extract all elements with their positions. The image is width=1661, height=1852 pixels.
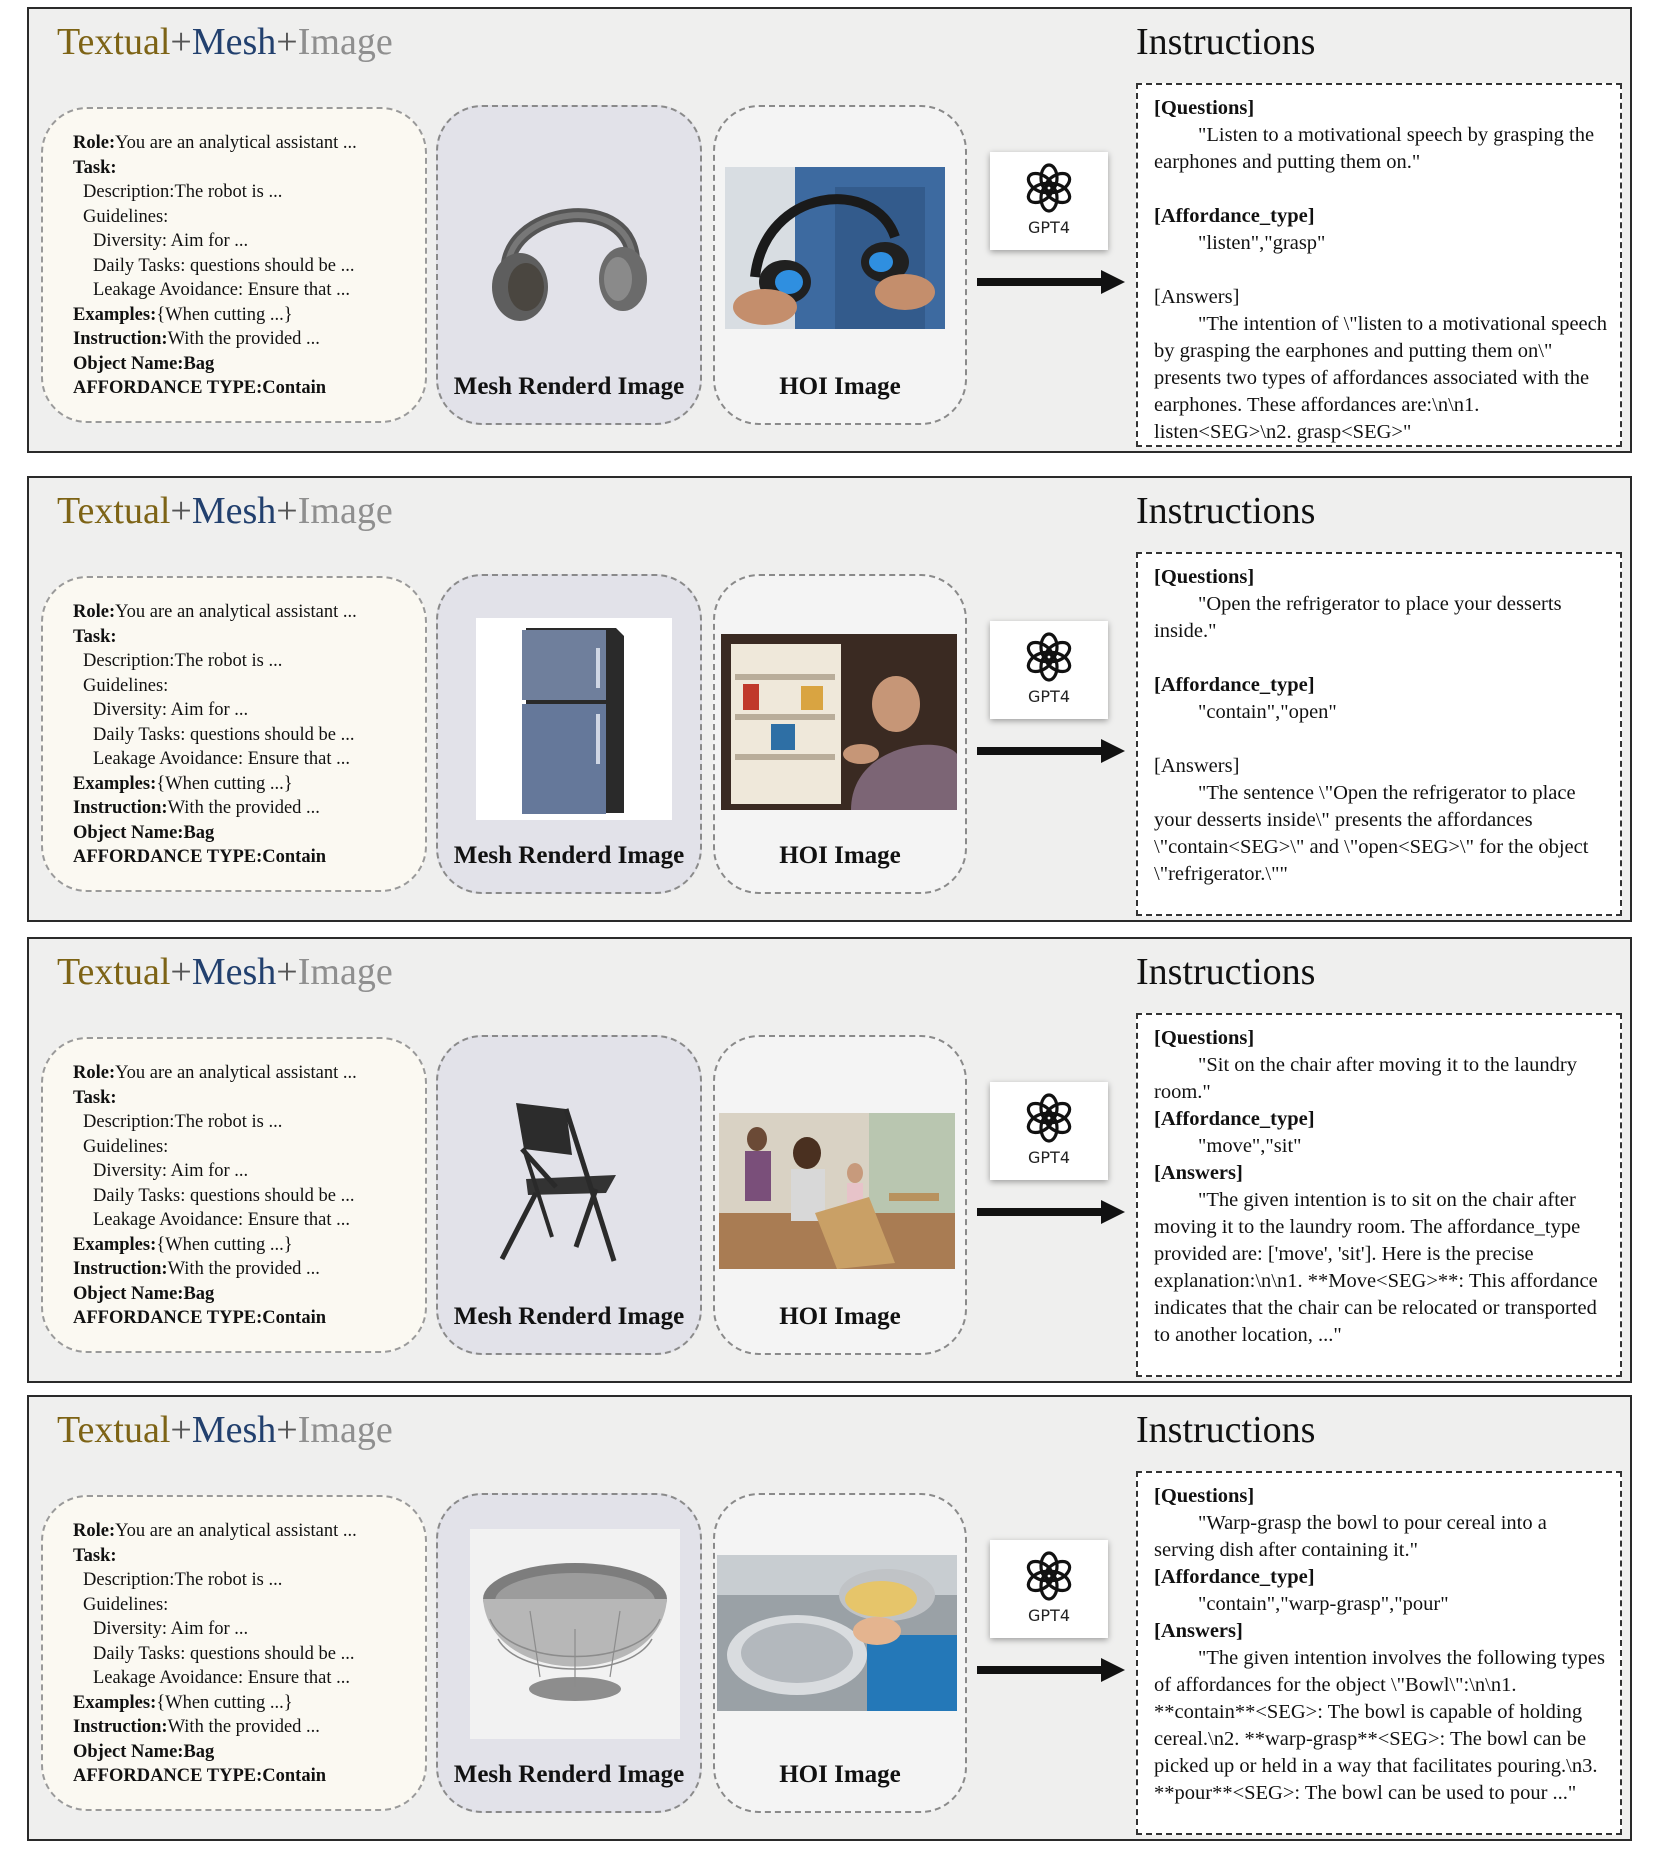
- role-label: Role:: [73, 133, 116, 153]
- task-label: Task:: [73, 157, 117, 178]
- affordance-type: AFFORDANCE TYPE:Contain: [73, 847, 327, 867]
- leakage-line: Leakage Avoidance: Ensure that ...: [93, 280, 351, 300]
- object-name: Object Name:Bag: [73, 353, 215, 374]
- hoi-image-box: [713, 105, 967, 425]
- role-label: Role:: [73, 1521, 116, 1541]
- instructions-title: Instructions: [1136, 490, 1316, 532]
- hoi-photo-headphones: [725, 167, 945, 329]
- description-line: Description:The robot is ...: [83, 651, 283, 671]
- arrow-icon: [977, 1655, 1127, 1685]
- affordance-type-text: "listen","grasp": [1198, 232, 1326, 254]
- object-name: Object Name:Bag: [73, 1283, 215, 1304]
- gpt4-badge: [990, 1082, 1108, 1180]
- object-name: Object Name:Bag: [73, 822, 215, 843]
- examples-text: {When cutting ...}: [156, 773, 293, 794]
- examples-text: {When cutting ...}: [156, 304, 293, 325]
- mesh-render-box: [436, 1035, 702, 1355]
- role-text: You are an analytical assistant ...: [115, 602, 357, 622]
- examples-label: Examples:: [73, 773, 157, 794]
- gpt4-label: GPT4: [1028, 1148, 1070, 1167]
- gpt4-badge: [990, 152, 1108, 250]
- affordance-type-label: [Affordance_type]: [1154, 1108, 1315, 1130]
- prompt-box: [41, 107, 427, 423]
- panel-3: [27, 937, 1632, 1383]
- heading-plus: +: [170, 1409, 192, 1451]
- hoi-photo-chair: [719, 1113, 955, 1269]
- task-label: Task:: [73, 1087, 117, 1108]
- questions-label: [Questions]: [1154, 1485, 1255, 1507]
- gpt4-badge: [990, 621, 1108, 719]
- panel-4: [27, 1395, 1632, 1841]
- hoi-image-label: HOI Image: [779, 842, 901, 869]
- prompt-box: [41, 1495, 427, 1811]
- daily-tasks-line: Daily Tasks: questions should be ...: [93, 255, 355, 276]
- answers-text: "The sentence \"Open the refrigerator to place your desserts inside\" presents the affordances \"contain<SEG>\" and \"open<SEG>\" for the object \"refrigerator.\"": [1154, 782, 1589, 885]
- instruction-text: With the provided ...: [167, 329, 320, 349]
- arrow-icon: [977, 1197, 1127, 1227]
- heading-mesh: Mesh: [191, 951, 277, 993]
- panel-heading: [57, 23, 393, 61]
- openai-logo-icon: [1023, 162, 1075, 214]
- task-label: Task:: [73, 1545, 117, 1566]
- questions-text: "Listen to a motivational speech by grasping the earphones and putting them on.": [1154, 124, 1595, 173]
- heading-plus: +: [276, 1409, 298, 1451]
- affordance-type-label: [Affordance_type]: [1154, 1566, 1315, 1588]
- heading-plus: +: [170, 951, 192, 993]
- leakage-line: Leakage Avoidance: Ensure that ...: [93, 1668, 351, 1688]
- instruction-output-box: [1136, 83, 1622, 447]
- mesh-render-box: [436, 105, 702, 425]
- heading-image: Image: [297, 21, 393, 63]
- answers-text: "The intention of \"listen to a motivational speech by grasping the earphones and putting them on\" presents two types of affordances associated with the earphones. These affordances are:\n\n1. listen<SEG>\n2. grasp<SEG>": [1154, 313, 1607, 443]
- hoi-photo-bowl: [717, 1555, 957, 1711]
- description-line: Description:The robot is ...: [83, 1570, 283, 1590]
- instructions-title: Instructions: [1136, 951, 1316, 993]
- affordance-type-label: [Affordance_type]: [1154, 205, 1315, 227]
- heading-plus: +: [170, 21, 192, 63]
- diversity-line: Diversity: Aim for ...: [93, 1161, 249, 1181]
- instructions-title: Instructions: [1136, 21, 1316, 63]
- mesh-render-box: [436, 1493, 702, 1813]
- prompt-box: [41, 576, 427, 892]
- heading-plus: +: [276, 21, 298, 63]
- hoi-photo-refrigerator: [721, 634, 957, 810]
- panel-2: [27, 476, 1632, 922]
- panel-heading: [57, 953, 393, 991]
- affordance-type-text: "contain","open": [1198, 701, 1337, 723]
- panel-heading: [57, 492, 393, 530]
- headphones-mesh-image: [478, 187, 658, 327]
- questions-text: "Open the refrigerator to place your desserts inside.": [1154, 593, 1562, 642]
- heading-mesh: Mesh: [191, 1409, 277, 1451]
- arrow-icon: [977, 267, 1127, 297]
- affordance-type: AFFORDANCE TYPE:Contain: [73, 1766, 327, 1786]
- heading-textual: Textual: [57, 951, 171, 993]
- leakage-line: Leakage Avoidance: Ensure that ...: [93, 749, 351, 769]
- panel-heading: [57, 1411, 393, 1449]
- hoi-image-box: [713, 1493, 967, 1813]
- daily-tasks-line: Daily Tasks: questions should be ...: [93, 724, 355, 745]
- questions-label: [Questions]: [1154, 566, 1255, 588]
- mesh-render-label: Mesh Renderd Image: [453, 1303, 685, 1330]
- examples-label: Examples:: [73, 1692, 157, 1713]
- instruction-text: With the provided ...: [167, 1259, 320, 1279]
- task-label: Task:: [73, 626, 117, 647]
- leakage-line: Leakage Avoidance: Ensure that ...: [93, 1210, 351, 1230]
- role-label: Role:: [73, 1063, 116, 1083]
- hoi-image-label: HOI Image: [779, 373, 901, 400]
- openai-logo-icon: [1023, 631, 1075, 683]
- answers-label: [Answers]: [1154, 1620, 1243, 1642]
- answers-text: "The given intention involves the following types of affordances for the object \"Bowl\":\n\n1. **contain**<SEG>: The bowl is capable of holding cereal.\n2. **warp-grasp**<SEG>: The bowl can be picked up or held in a way that facilitates pouring.\n3. **pour**<SEG>: The bowl can be used to pour ...": [1154, 1647, 1605, 1804]
- diversity-line: Diversity: Aim for ...: [93, 1619, 249, 1639]
- refrigerator-mesh-image: [476, 618, 672, 820]
- mesh-render-label: Mesh Renderd Image: [453, 1761, 685, 1788]
- instruction-output-box: [1136, 1471, 1622, 1835]
- questions-text: "Sit on the chair after moving it to the laundry room.": [1154, 1054, 1577, 1103]
- guidelines-line: Guidelines:: [83, 206, 169, 227]
- affordance-type: AFFORDANCE TYPE:Contain: [73, 1308, 327, 1328]
- instructions-title: Instructions: [1136, 1409, 1316, 1451]
- questions-text: "Warp-grasp the bowl to pour cereal into a serving dish after containing it.": [1154, 1512, 1547, 1561]
- daily-tasks-line: Daily Tasks: questions should be ...: [93, 1185, 355, 1206]
- heading-mesh: Mesh: [191, 21, 277, 63]
- instruction-text: With the provided ...: [167, 1717, 320, 1737]
- daily-tasks-line: Daily Tasks: questions should be ...: [93, 1643, 355, 1664]
- questions-label: [Questions]: [1154, 1027, 1255, 1049]
- examples-label: Examples:: [73, 304, 157, 325]
- hoi-image-label: HOI Image: [779, 1303, 901, 1330]
- mesh-render-label: Mesh Renderd Image: [453, 373, 685, 400]
- instruction-label: Instruction:: [73, 329, 168, 349]
- openai-logo-icon: [1023, 1550, 1075, 1602]
- role-label: Role:: [73, 602, 116, 622]
- mesh-render-label: Mesh Renderd Image: [453, 842, 685, 869]
- instruction-text: With the provided ...: [167, 798, 320, 818]
- gpt4-label: GPT4: [1028, 687, 1070, 706]
- answers-label: [Answers]: [1154, 755, 1240, 777]
- heading-textual: Textual: [57, 490, 171, 532]
- diversity-line: Diversity: Aim for ...: [93, 700, 249, 720]
- heading-mesh: Mesh: [191, 490, 277, 532]
- gpt4-label: GPT4: [1028, 1606, 1070, 1625]
- instruction-label: Instruction:: [73, 1259, 168, 1279]
- panel-1: [27, 7, 1632, 453]
- answers-label: [Answers]: [1154, 286, 1240, 308]
- examples-label: Examples:: [73, 1234, 157, 1255]
- heading-textual: Textual: [57, 1409, 171, 1451]
- mesh-render-box: [436, 574, 702, 894]
- diversity-line: Diversity: Aim for ...: [93, 231, 249, 251]
- instruction-label: Instruction:: [73, 1717, 168, 1737]
- object-name: Object Name:Bag: [73, 1741, 215, 1762]
- prompt-box: [41, 1037, 427, 1353]
- arrow-icon: [977, 736, 1127, 766]
- guidelines-line: Guidelines:: [83, 1594, 169, 1615]
- chair-mesh-image: [496, 1097, 646, 1265]
- description-line: Description:The robot is ...: [83, 182, 283, 202]
- role-text: You are an analytical assistant ...: [115, 133, 357, 153]
- affordance-type: AFFORDANCE TYPE:Contain: [73, 378, 327, 398]
- instruction-label: Instruction:: [73, 798, 168, 818]
- affordance-type-label: [Affordance_type]: [1154, 674, 1315, 696]
- bowl-mesh-image: [470, 1529, 680, 1739]
- role-text: You are an analytical assistant ...: [115, 1063, 357, 1083]
- hoi-image-label: HOI Image: [779, 1761, 901, 1788]
- instruction-output-box: [1136, 1013, 1622, 1377]
- affordance-type-text: "move","sit": [1198, 1135, 1302, 1157]
- instruction-output-box: [1136, 552, 1622, 916]
- heading-plus: +: [170, 490, 192, 532]
- heading-image: Image: [297, 490, 393, 532]
- heading-textual: Textual: [57, 21, 171, 63]
- heading-plus: +: [276, 951, 298, 993]
- hoi-image-box: [713, 1035, 967, 1355]
- guidelines-line: Guidelines:: [83, 1136, 169, 1157]
- examples-text: {When cutting ...}: [156, 1234, 293, 1255]
- guidelines-line: Guidelines:: [83, 675, 169, 696]
- affordance-type-text: "contain","warp-grasp","pour": [1198, 1593, 1449, 1615]
- answers-label: [Answers]: [1154, 1162, 1243, 1184]
- examples-text: {When cutting ...}: [156, 1692, 293, 1713]
- gpt4-label: GPT4: [1028, 218, 1070, 237]
- heading-image: Image: [297, 1409, 393, 1451]
- hoi-image-box: [713, 574, 967, 894]
- description-line: Description:The robot is ...: [83, 1112, 283, 1132]
- answers-text: "The given intention is to sit on the chair after moving it to the laundry room. The affordance_type provided are: ['move', 'sit']. Here is the precise explanation:\n\n1. **Move<SEG>**: This affordance indicates that the chair can be relocated or transported to another location, ...": [1154, 1189, 1598, 1346]
- role-text: You are an analytical assistant ...: [115, 1521, 357, 1541]
- questions-label: [Questions]: [1154, 97, 1255, 119]
- gpt4-badge: [990, 1540, 1108, 1638]
- heading-plus: +: [276, 490, 298, 532]
- heading-image: Image: [297, 951, 393, 993]
- openai-logo-icon: [1023, 1092, 1075, 1144]
